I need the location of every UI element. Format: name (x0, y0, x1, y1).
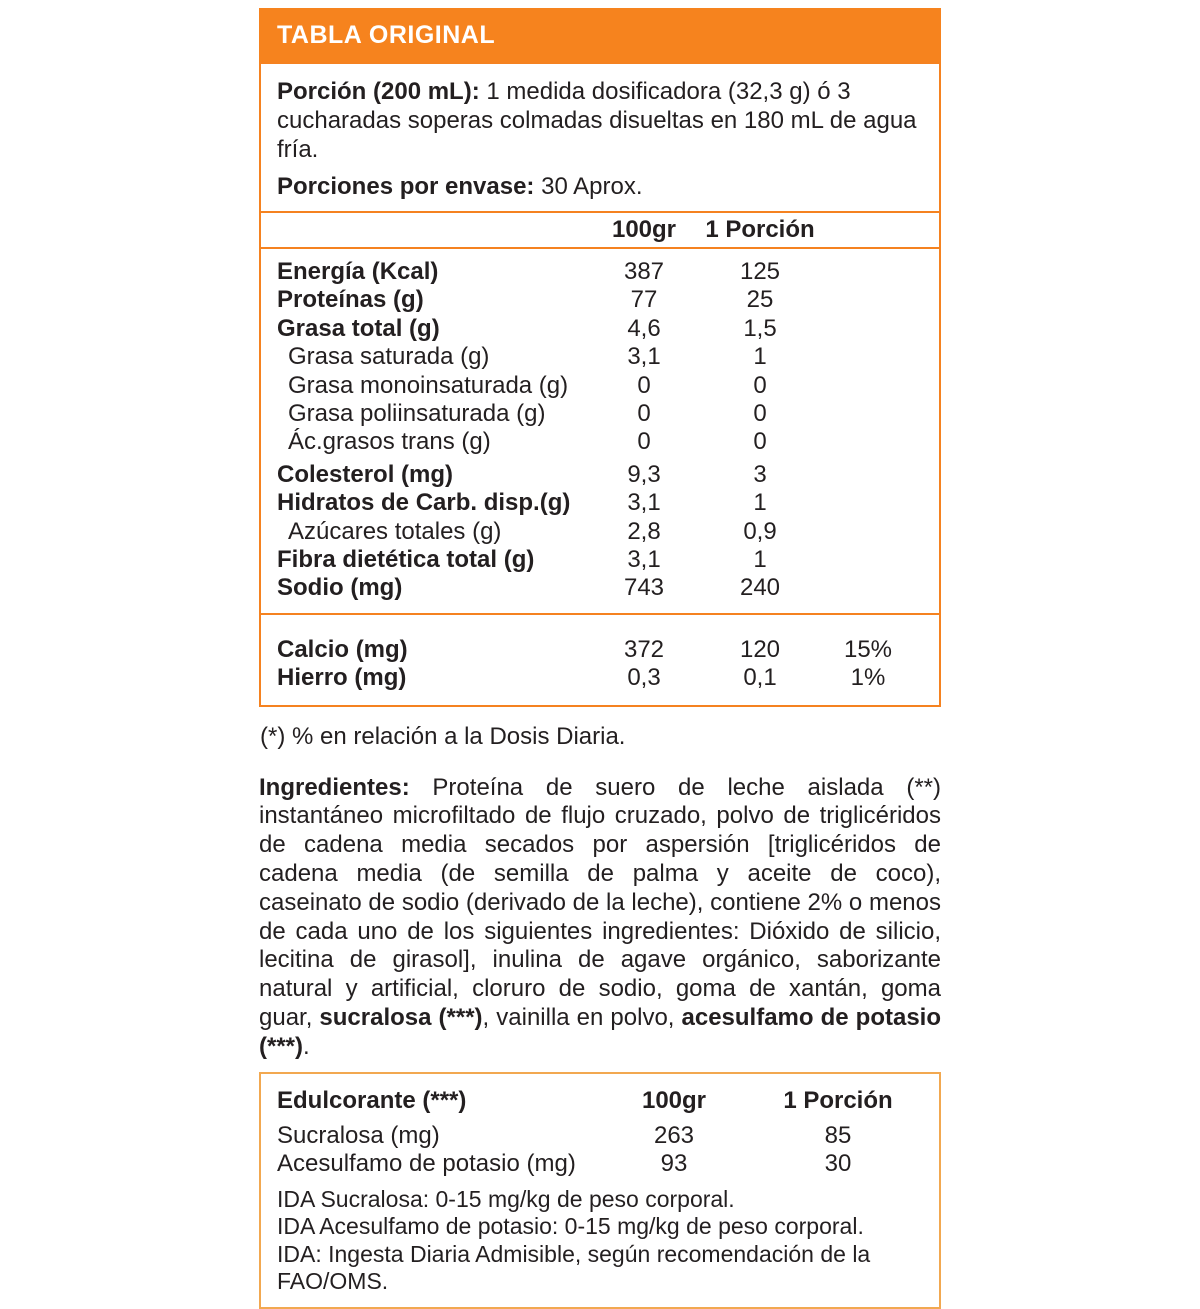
ida-note-line: IDA: Ingesta Diaria Admisible, según recomendación de la FAO/OMS. (277, 1240, 871, 1295)
column-header-100g: 100gr (611, 216, 677, 243)
value-portion: 0,9 (743, 517, 777, 545)
value-100g: 743 (623, 574, 665, 602)
table-row (261, 258, 939, 286)
serving-size-label: Porción (200 mL): (277, 78, 480, 105)
nutrient-label: Azúcares totales (g) (288, 517, 502, 545)
value-100g: 93 (660, 1149, 688, 1177)
value-dv: 15% (843, 635, 893, 663)
ida-note-line: IDA Sucralosa: 0-15 mg/kg de peso corporal. (277, 1185, 735, 1212)
nutrient-label: Hierro (mg) (277, 664, 407, 692)
nutrient-label: Ác.grasos trans (g) (288, 428, 491, 456)
table-row (261, 1122, 939, 1150)
nutrient-table-box (259, 247, 941, 707)
value-dv (821, 286, 915, 314)
value-100g: 3,1 (627, 546, 661, 574)
table-row (261, 400, 939, 428)
value-dv (821, 546, 915, 574)
table-row (261, 1150, 939, 1178)
value-dv (821, 461, 915, 489)
value-dv (821, 372, 915, 400)
table-row (261, 489, 939, 517)
value-portion: 0 (753, 400, 767, 428)
value-portion: 0,1 (743, 664, 777, 692)
value-dv (821, 489, 915, 517)
table-row (261, 428, 939, 456)
nutrient-label: Calcio (mg) (277, 635, 408, 663)
ingredients-bold-acesulfamo: acesulfamo de potasio (***) (259, 1004, 941, 1060)
serving-size-text: 1 medida dosificadora (32,3 g) ó 3 cucharadas soperas colmadas disueltas en 180 mL de agua fría. (277, 78, 917, 163)
value-portion: 1 (753, 343, 767, 371)
value-portion: 240 (739, 574, 781, 602)
serving-info-box (259, 62, 941, 213)
servings-per-container-line (277, 172, 923, 201)
nutrient-label: Energía (Kcal) (277, 258, 439, 285)
value-portion: 1 (753, 546, 767, 574)
table-row (261, 461, 939, 489)
value-100g: 3,1 (627, 489, 661, 517)
value-portion: 85 (824, 1121, 852, 1149)
value-100g: 263 (653, 1121, 695, 1149)
table-row (261, 286, 939, 314)
table-row (261, 664, 939, 692)
value-portion: 0 (753, 428, 767, 456)
value-100g: 387 (623, 258, 665, 285)
value-portion: 3 (753, 460, 767, 488)
table-row (261, 315, 939, 343)
nutrient-label: Hidratos de Carb. disp.(g) (277, 489, 571, 517)
sweetener-label: Sucralosa (mg) (277, 1121, 440, 1149)
nutrient-label: Grasa poliinsaturada (g) (288, 400, 546, 428)
minerals-section (261, 615, 939, 693)
value-100g: 0 (637, 400, 651, 428)
value-dv (821, 400, 915, 428)
label-column (259, 8, 941, 1309)
table-row (261, 372, 939, 400)
sweetener-header-label: Edulcorante (***) (277, 1086, 467, 1114)
table-row (261, 636, 939, 664)
nutrient-label: Colesterol (mg) (277, 460, 454, 488)
value-dv (821, 258, 915, 286)
value-dv (821, 315, 915, 343)
column-header-box (259, 211, 941, 249)
value-100g: 77 (630, 286, 658, 314)
nutrient-label: Fibra dietética total (g) (277, 546, 535, 574)
nutrient-label: Grasa saturada (g) (288, 343, 490, 371)
page-title: TABLA ORIGINAL (277, 20, 496, 49)
ingredients-text-3: . (303, 1032, 310, 1060)
value-portion: 30 (824, 1149, 852, 1177)
table-row (261, 546, 939, 574)
value-portion: 1 (753, 489, 767, 517)
value-100g: 9,3 (627, 460, 661, 488)
value-portion: 120 (739, 635, 781, 663)
value-100g: 0 (637, 428, 651, 456)
value-100g: 2,8 (627, 517, 661, 545)
title-bar (259, 8, 941, 62)
value-100g: 0,3 (627, 664, 661, 692)
value-100g: 3,1 (627, 343, 661, 371)
sweetener-label: Acesulfamo de potasio (mg) (277, 1149, 576, 1177)
sweetener-header-portion: 1 Porción (783, 1086, 893, 1114)
servings-per-container-label: Porciones por envase: (277, 173, 535, 200)
ingredients-label: Ingredientes: (259, 773, 410, 801)
value-dv (821, 343, 915, 371)
nutrient-label: Sodio (mg) (277, 574, 403, 602)
ingredients-paragraph (259, 774, 941, 1062)
value-100g: 4,6 (627, 314, 661, 342)
servings-per-container-text: 30 Aprox. (534, 173, 643, 200)
value-dv (821, 574, 915, 602)
value-portion: 0 (753, 371, 767, 399)
sweetener-table-box (259, 1072, 941, 1309)
ingredients-text-1: Proteína de suero de leche aislada (**) instantáneo microfiltado de flujo cruzado, polvo de triglicéridos de cadena media secados por aspersión [triglicéridos de cadena media (de semilla de palma y aceite de coco), caseinato de sodio (derivado de la leche), contiene 2% o menos de cada uno de los siguientes ingredientes: Dióxido de silicio, lecitina de girasol], inulina de agave orgánico, saborizante natural y artificial, cloruro de sodio, goma de xantán, goma guar, (259, 773, 941, 1032)
table-row (261, 518, 939, 546)
table-row (261, 574, 939, 602)
ida-notes (261, 1178, 939, 1296)
sweetener-header-100g: 100gr (641, 1086, 707, 1114)
value-100g: 0 (637, 371, 651, 399)
value-dv (821, 518, 915, 546)
value-portion: 1,5 (743, 314, 777, 342)
value-dv (821, 428, 915, 456)
column-header-portion: 1 Porción (705, 216, 815, 243)
ida-note-line: IDA Acesulfamo de potasio: 0-15 mg/kg de peso corporal. (277, 1213, 864, 1240)
value-portion: 125 (739, 258, 781, 285)
nutrient-label: Grasa monoinsaturada (g) (288, 371, 569, 399)
sweetener-header-row (261, 1087, 939, 1115)
ingredients-text-2: , vainilla en polvo, (482, 1004, 682, 1032)
nutrient-label: Proteínas (g) (277, 286, 424, 314)
ingredients-bold-sucralosa: sucralosa (***) (319, 1004, 483, 1032)
value-100g: 372 (623, 635, 665, 663)
nutrient-label: Grasa total (g) (277, 314, 440, 342)
table-row (261, 343, 939, 371)
serving-size-line (277, 77, 923, 164)
daily-dose-footnote: (*) % en relación a la Dosis Diaria. (260, 722, 626, 750)
value-dv: 1% (850, 664, 886, 692)
value-portion: 25 (746, 286, 774, 314)
